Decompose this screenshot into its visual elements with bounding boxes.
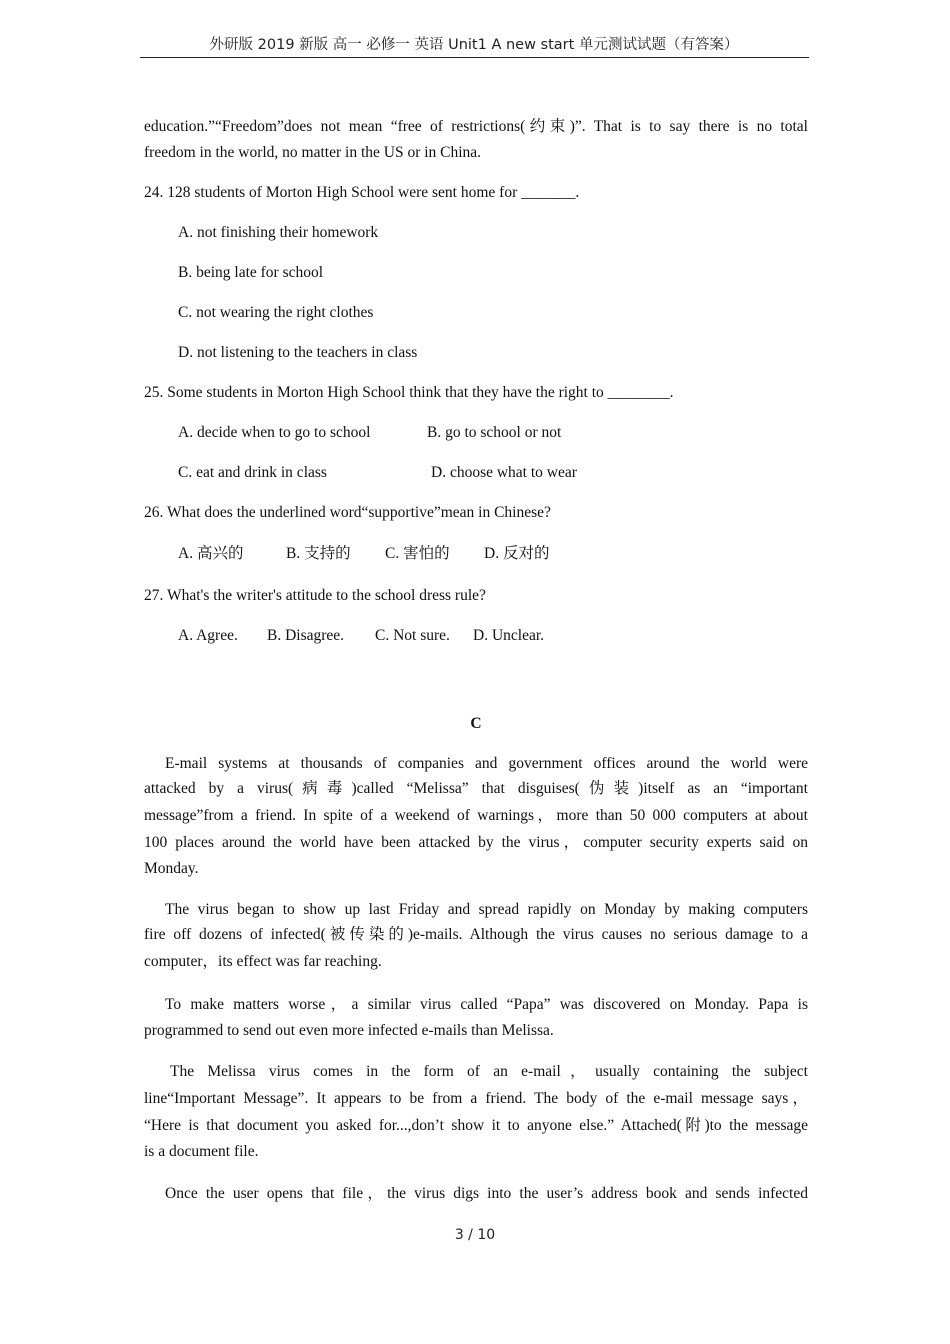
para2-line-3: computer，its effect was far reaching. bbox=[144, 953, 382, 970]
q24-option-d: D. not listening to the teachers in class bbox=[178, 344, 418, 361]
q26-option-d: D. 反对的 bbox=[484, 545, 550, 562]
q25-option-b: B. go to school or not bbox=[427, 424, 562, 441]
question-24-stem: 24. 128 students of Morton High School were sent home for _______. bbox=[144, 184, 580, 201]
q24-option-c: C. not wearing the right clothes bbox=[178, 304, 374, 321]
para1-line-2: attacked by a virus(病毒)called “Melissa” that disguises(伪装)itself as an “important bbox=[144, 780, 808, 797]
intro-line-2: freedom in the world, no matter in the US or in China. bbox=[144, 144, 482, 161]
section-c-heading: C bbox=[470, 715, 482, 732]
para5-line-1: Once the user opens that file，the virus digs into the user’s address book and sends infected bbox=[165, 1185, 808, 1202]
para2-line-2: fire off dozens of infected(被传染的)e-mails. Although the virus causes no serious damage to a bbox=[144, 926, 808, 943]
q27-option-a: A. Agree. bbox=[178, 627, 238, 644]
q27-option-d: D. Unclear. bbox=[473, 627, 545, 644]
q25-option-a: A. decide when to go to school bbox=[178, 424, 371, 441]
para3-line-2: programmed to send out even more infected e-mails than Melissa. bbox=[144, 1022, 554, 1039]
header-divider bbox=[140, 57, 809, 58]
para4-line-2: line“Important Message”. It appears to be from a friend. The body of the e-mail message says， bbox=[144, 1090, 808, 1107]
question-27-stem: 27. What's the writer's attitude to the school dress rule? bbox=[144, 587, 486, 604]
q27-option-b: B. Disagree. bbox=[267, 627, 345, 644]
q26-option-b: B. 支持的 bbox=[286, 545, 351, 562]
para1-line-4: 100 places around the world have been attacked by the virus，computer security experts said on bbox=[144, 834, 808, 851]
q24-option-b: B. being late for school bbox=[178, 264, 324, 281]
q27-option-c: C. Not sure. bbox=[375, 627, 450, 644]
q26-option-c: C. 害怕的 bbox=[385, 545, 450, 562]
para2-line-1: The virus began to show up last Friday and spread rapidly on Monday by making computers bbox=[165, 901, 808, 918]
q25-option-c: C. eat and drink in class bbox=[178, 464, 327, 481]
q26-option-a: A. 高兴的 bbox=[178, 545, 244, 562]
intro-line-1: education.”“Freedom”does not mean “free of restrictions(约束)”. That is to say there is no total bbox=[144, 118, 808, 135]
para4-line-4: is a document file. bbox=[144, 1143, 259, 1160]
page-number: 3 / 10 bbox=[454, 1227, 496, 1243]
para1-line-5: Monday. bbox=[144, 860, 199, 877]
para4-line-3: “Here is that document you asked for...,don’t show it to anyone else.” Attached(附)to the message bbox=[144, 1117, 808, 1134]
para1-line-1: E-mail systems at thousands of companies and government offices around the world were bbox=[165, 755, 808, 772]
question-25-stem: 25. Some students in Morton High School think that they have the right to ________. bbox=[144, 384, 674, 401]
para3-line-1: To make matters worse，a similar virus called “Papa” was discovered on Monday. Papa is bbox=[165, 996, 808, 1013]
q25-option-d: D. choose what to wear bbox=[431, 464, 577, 481]
para4-line-1: The Melissa virus comes in the form of an e-mail，usually containing the subject bbox=[170, 1063, 808, 1080]
para1-line-3: message”from a friend. In spite of a weekend of warnings，more than 50 000 computers at about bbox=[144, 807, 808, 824]
q24-option-a: A. not finishing their homework bbox=[178, 224, 379, 241]
page-header: 外研版 2019 新版 高一 必修一 英语 Unit1 A new start 单元测试试题（有答案） bbox=[209, 37, 739, 53]
question-26-stem: 26. What does the underlined word“supportive”mean in Chinese? bbox=[144, 504, 551, 521]
